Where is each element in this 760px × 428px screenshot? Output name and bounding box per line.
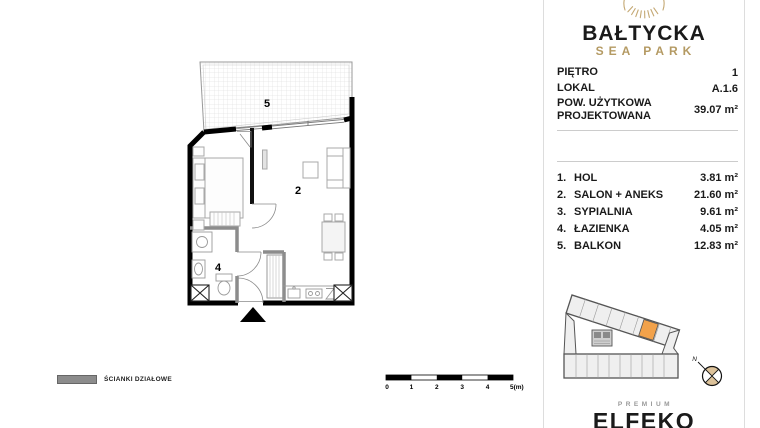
key-plan-upper-wing [566,295,679,348]
scale-bar [384,370,534,394]
chair [324,214,332,221]
room-name: BALKON [574,239,622,252]
compass-icon [692,356,721,386]
scale-tick: 4 [485,384,490,391]
partition-wall-swatch [57,375,97,384]
key-plan-left-wedge [564,313,576,354]
room-name: SYPIALNIA [574,205,633,218]
info-value: A.1.6 [711,82,738,95]
wardrobe [210,212,240,226]
bathroom-door [237,252,261,276]
room-number: 5. [557,239,567,252]
sofa [327,148,350,188]
scale-tick: 2 [434,384,439,391]
nightstand [193,220,204,230]
room-number: 4. [557,222,567,235]
coffee-table [303,162,318,178]
key-plan-core [592,330,612,346]
scale-tick: 1 [409,384,414,391]
divider [557,161,738,162]
room-area: 9.61 m² [700,205,738,218]
brand-subtitle: SEA PARK [595,44,697,58]
apartment-floor-plan [178,50,363,325]
chair [324,253,332,260]
room-area: 3.81 m² [700,171,738,184]
tv-unit [263,150,268,169]
info-row-area [557,97,738,123]
bedroom-door [252,204,276,228]
chair [335,214,343,221]
pillow [195,188,204,204]
pillow [195,164,204,180]
room-row [557,169,738,186]
entrance-door [238,278,263,303]
info-value: 39.07 m² [693,104,738,116]
info-row-unit [557,82,738,95]
scale-tick: 3 [460,384,465,391]
room-area: 21.60 m² [693,188,738,201]
building-key-plan [548,276,740,398]
divider [557,130,738,131]
info-value: 1 [731,66,738,79]
legend [57,375,172,384]
room-label-living: 2 [294,185,302,197]
brand-title: BAŁTYCKA [582,22,706,45]
room-number: 1. [557,171,567,184]
kitchen-sink [288,289,300,298]
hall-closet [267,255,283,298]
balcony [200,62,352,132]
entrance-arrow-icon [240,307,266,322]
chair [335,253,343,260]
room-row [557,186,738,203]
balcony-door-swing [237,132,251,148]
room-label-balcony: 5 [263,98,271,110]
nightstand [193,147,204,156]
room-list [557,169,738,254]
scale-tick: 5(m) [510,384,524,391]
key-plan-lower-wing [564,354,678,378]
room-row [557,237,738,254]
info-label: PIĘTRO [557,66,598,78]
north-label: N [692,356,697,363]
room-row [557,220,738,237]
scale-tick: 0 [385,384,389,391]
info-row-floor [557,66,738,79]
room-row [557,203,738,220]
room-name: ŁAZIENKA [574,222,630,235]
info-label: POW. UŻYTKOWA PROJEKTOWANA [557,97,652,122]
room-name: SALON + ANEKS [574,188,664,201]
kitchen-annex [283,286,335,301]
toilet [216,274,232,281]
premium-label: PREMIUM [617,401,674,408]
room-number: 2. [557,188,567,201]
fridge [326,289,334,300]
room-area: 4.05 m² [700,222,738,235]
room-area: 12.83 m² [693,239,738,252]
developer-logo: ELFEKO [592,408,696,428]
info-label: LOKAL [557,82,595,94]
dining-table [322,222,345,252]
legend-label: ŚCIANKI DZIAŁOWE [104,376,172,383]
room-label-bathroom: 4 [214,262,222,274]
washing-machine [192,232,212,252]
room-number: 3. [557,205,567,218]
brand-emblem-icon [548,0,740,22]
room-name: HOL [574,171,598,184]
bedroom-furniture [193,147,243,230]
